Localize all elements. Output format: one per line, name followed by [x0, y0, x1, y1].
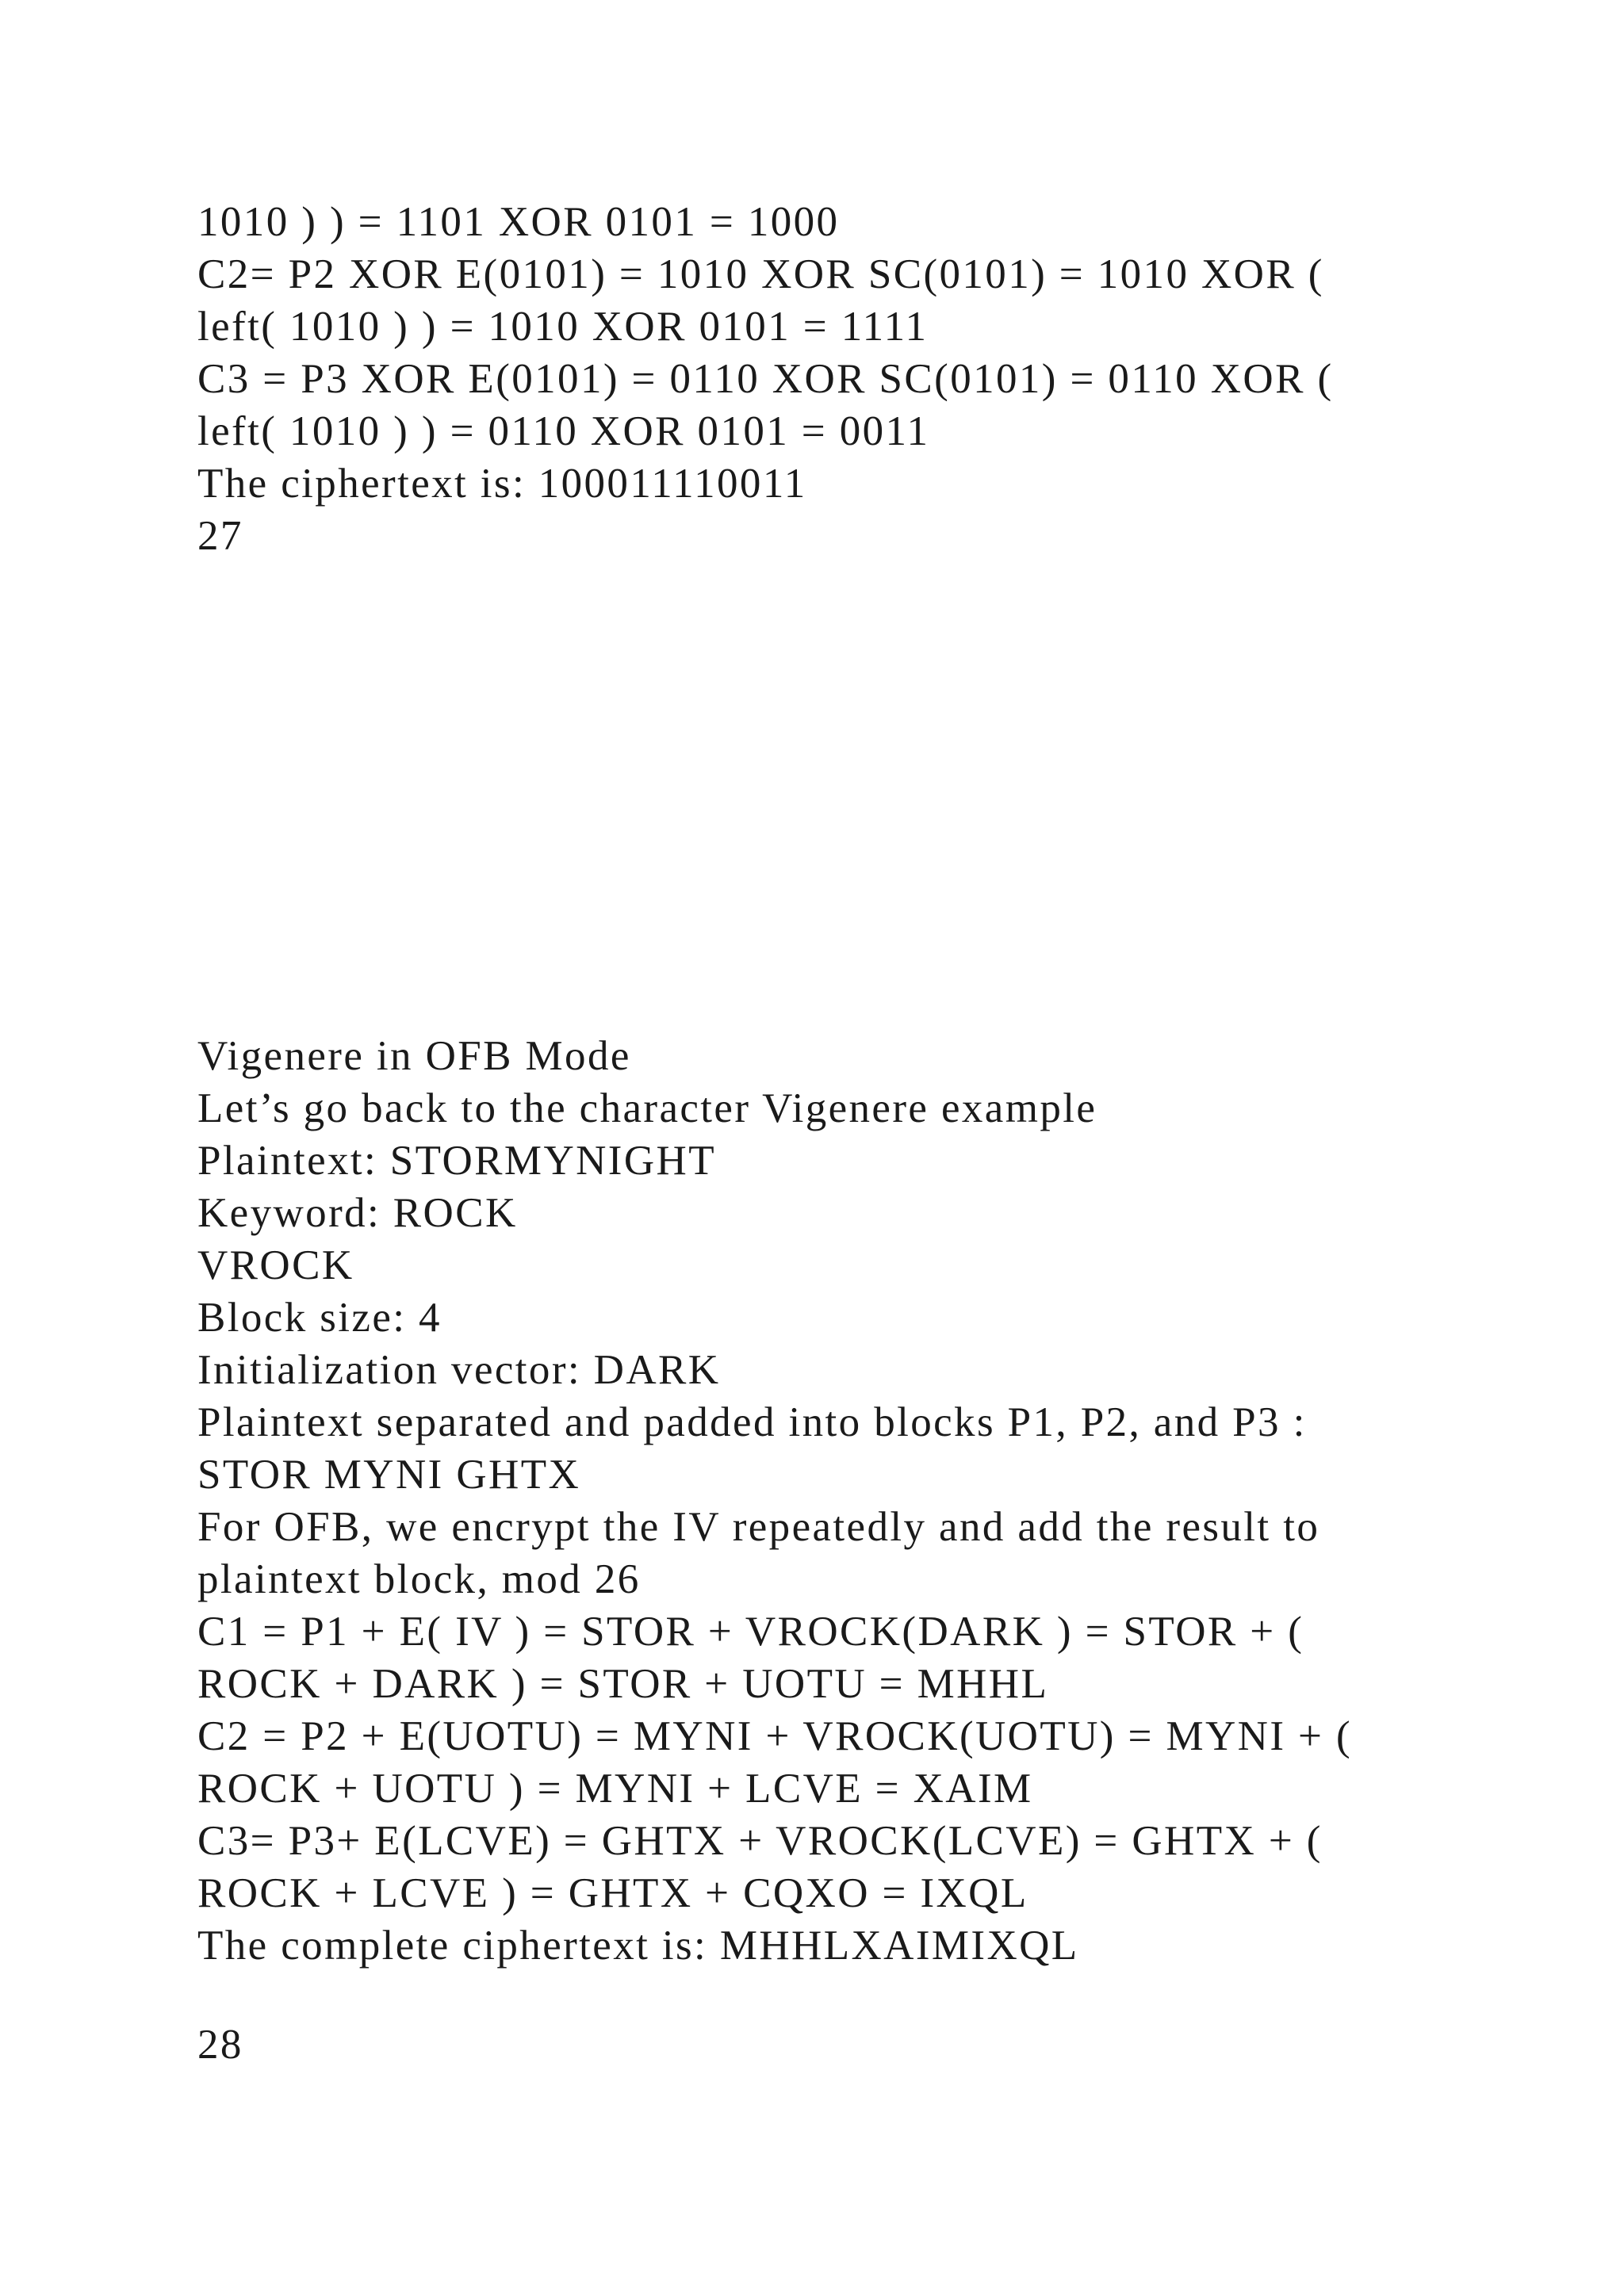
- text-line: C2 = P2 + E(UOTU) = MYNI + VROCK(UOTU) = MYNI + (: [197, 1713, 1353, 1759]
- text-line: Keyword: ROCK: [197, 1190, 518, 1236]
- page-number: 27: [197, 513, 243, 559]
- text-line: C3 = P3 XOR E(0101) = 0110 XOR SC(0101) = 0110 XOR (: [197, 356, 1334, 402]
- page-number: 28: [197, 2022, 243, 2068]
- text-line: Plaintext separated and padded into blocks P1, P2, and P3 :: [197, 1399, 1307, 1445]
- text-line: left( 1010 ) ) = 0110 XOR 0101 = 0011: [197, 408, 930, 454]
- text-line: For OFB, we encrypt the IV repeatedly and add the result to: [197, 1504, 1320, 1550]
- text-line: Block size: 4: [197, 1295, 442, 1341]
- text-line: C3= P3+ E(LCVE) = GHTX + VROCK(LCVE) = GHTX + (: [197, 1818, 1323, 1864]
- section-title: Vigenere in OFB Mode: [197, 1033, 631, 1079]
- text-block-main: [197, 1030, 1434, 1972]
- text-line: Initialization vector: DARK: [197, 1347, 721, 1393]
- text-line: Let’s go back to the character Vigenere example: [197, 1085, 1097, 1131]
- text-line: left( 1010 ) ) = 1010 XOR 0101 = 1111: [197, 304, 929, 350]
- text-line: ROCK + DARK ) = STOR + UOTU = MHHL: [197, 1661, 1049, 1707]
- text-line: plaintext block, mod 26: [197, 1556, 641, 1602]
- text-line: STOR MYNI GHTX: [197, 1452, 581, 1498]
- text-line: 1010 ) ) = 1101 XOR 0101 = 1000: [197, 199, 840, 245]
- text-block-top: [197, 196, 1434, 562]
- text-line: VROCK: [197, 1242, 354, 1288]
- text-line: ROCK + UOTU ) = MYNI + LCVE = XAIM: [197, 1766, 1033, 1812]
- text-line: Plaintext: STORMYNIGHT: [197, 1138, 716, 1184]
- text-line: The ciphertext is: 100011110011: [197, 461, 807, 507]
- text-line: ROCK + LCVE ) = GHTX + CQXO = IXQL: [197, 1870, 1028, 1916]
- text-line: C1 = P1 + E( IV ) = STOR + VROCK(DARK ) = STOR + (: [197, 1609, 1304, 1655]
- text-line: C2= P2 XOR E(0101) = 1010 XOR SC(0101) = 1010 XOR (: [197, 251, 1324, 297]
- text-line: The complete ciphertext is: MHHLXAIMIXQL: [197, 1923, 1079, 1969]
